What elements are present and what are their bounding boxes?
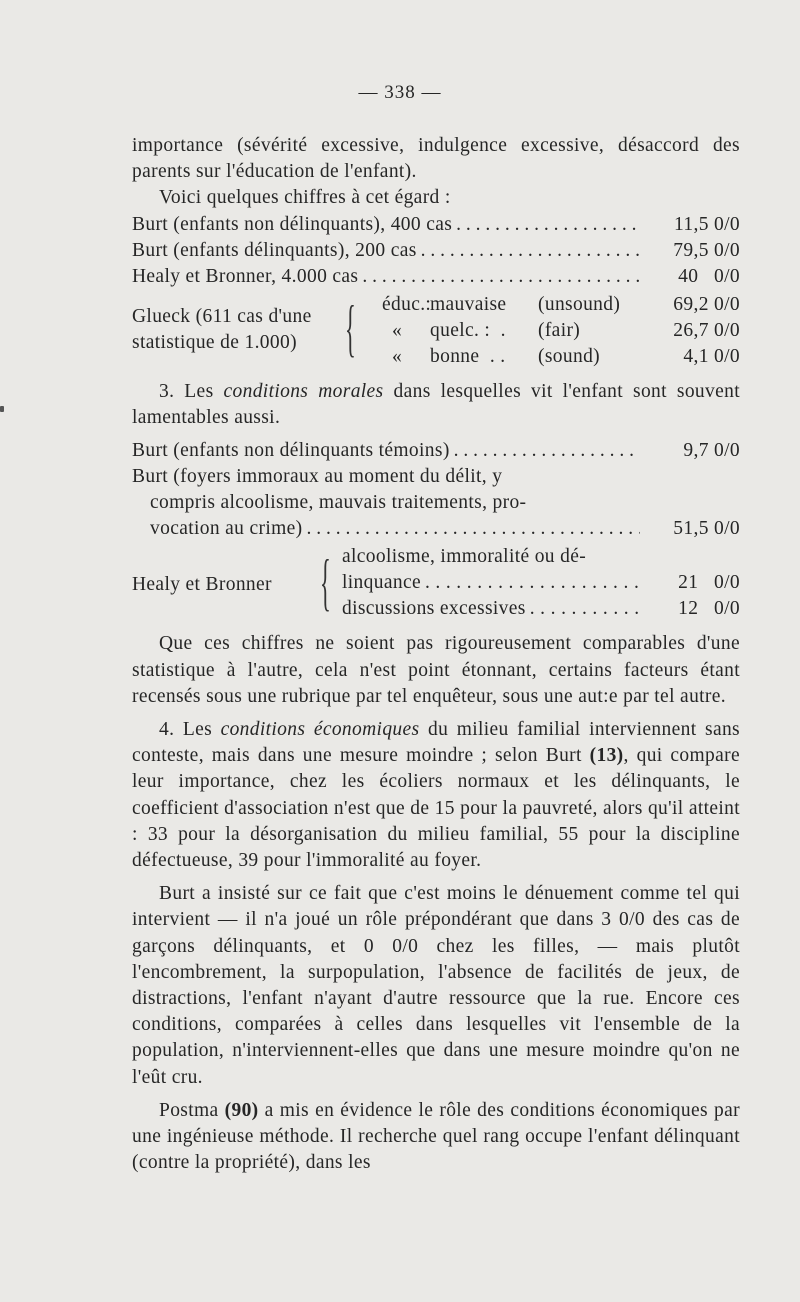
brace: { xyxy=(345,292,356,364)
table-row: éduc.: mauvaise (unsound) 69,2 0/0 xyxy=(382,294,740,316)
table-row: Burt (foyers immoraux au moment du délit, y compris alcoolisme, mauvais traitements, pro- vocation au crime) . . . 51,5 0/0 xyxy=(132,464,740,543)
table-education xyxy=(132,212,740,291)
healy-block xyxy=(132,544,740,624)
table-row: linquance . . . 21 0/0 xyxy=(342,570,740,596)
page-number: — 338 — xyxy=(358,82,442,103)
table-row: Burt (enfants délinquants), 200 cas . . . 79,5 0/0 xyxy=(132,238,740,264)
paragraph-burt: Burt a insisté sur ce fait que c'est moins le dénuement comme tel qui intervient — il n'a joué un rôle prépondérant que dans 3 0/0 des cas de garçons délinquants, et 0 0/0 chez les filles, — mais plutôt l'encombrement, la surpopulation, l'absence de facilités de jeux, de distractions, l'enfant n'ayant d'autre ressource que la rue. Encore ces conditions, comparées à celles dans lesquelles vit l'ensemble de la population, n'interviennent-elles que dans une mesure moindre qu'on ne l'eût cru. xyxy=(132,883,740,1088)
table-row: « quelc. : . (fair) 26,7 0/0 xyxy=(392,320,740,342)
paragraph-economic-conditions: 4. Les conditions économiques du milieu familial interviennent sans conteste, mais dans une mesure moindre ; selon Burt (13), qui compare leur importance, chez les écoliers normaux et les délinquants, le coefficient d'association n'est que de 15 pour la pauvreté, alors qu'il atteint : 33 pour la désorganisation du milieu familial, 55 pour la discipline défectueuse, 39 pour l'immoralité au foyer. xyxy=(132,719,740,872)
table-row: « bonne . . (sound) 4,1 0/0 xyxy=(392,346,740,368)
table-row: Burt (enfants non délinquants témoins) . . . 9,7 0/0 xyxy=(132,438,740,464)
paragraph-figures-lead: Voici quelques chiffres à cet égard : xyxy=(159,187,451,209)
brace: { xyxy=(320,546,331,618)
margin-mark xyxy=(0,406,4,412)
paragraph-comparability: Que ces chiffres ne soient pas rigoureusement comparables d'une statistique à l'autre, cela n'est point étonnant, certains facteurs étant recensés sous une rubrique par tel enquêteur, sous une aut:e par tel autre. xyxy=(132,633,740,707)
glueck-label: Glueck (611 cas d'une statistique de 1.000) xyxy=(132,306,312,354)
paragraph-intro: importance (sévérité excessive, indulgence excessive, désaccord des parents sur l'éducation de l'enfant). xyxy=(132,135,740,183)
body-text xyxy=(132,133,740,1177)
table-row: discussions excessives . . . 12 0/0 xyxy=(342,596,740,622)
glueck-block xyxy=(132,292,740,372)
paragraph-postma: Postma (90) a mis en évidence le rôle des conditions économiques par une ingénieuse méthode. Il recherche quel rang occupe l'enfant délinquant (contre la propriété), dans les xyxy=(132,1099,740,1174)
table-row: Healy et Bronner, 4.000 cas . . . 40 0/0 xyxy=(132,264,740,290)
table-row: Burt (enfants non délinquants), 400 cas . . . 11,5 0/0 xyxy=(132,212,740,238)
table-row: alcoolisme, immoralité ou dé- xyxy=(342,546,587,568)
healy-label: Healy et Bronner xyxy=(132,574,272,596)
paragraph-moral-conditions: 3. Les conditions morales dans lesquelles vit l'enfant sont souvent lamentables aussi. xyxy=(132,381,741,429)
table-moral xyxy=(132,438,740,543)
